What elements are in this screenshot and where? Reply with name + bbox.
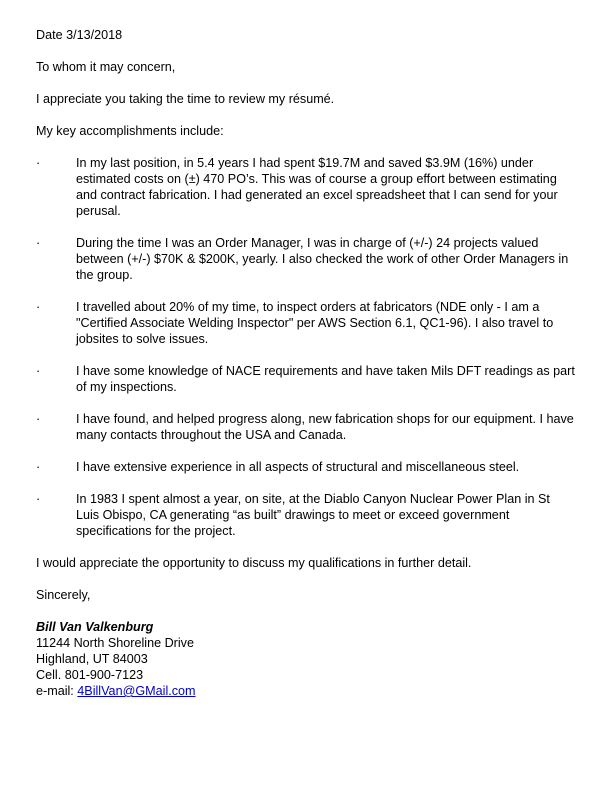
signature-block <box>36 619 576 699</box>
letter-date: Date 3/13/2018 <box>36 28 123 42</box>
email-label: e-mail: <box>36 684 78 698</box>
list-item-text: In my last position, in 5.4 years I had spent $19.7M and saved $3.9M (16%) under estimated costs on (±) 470 PO’s. This was of course a group effort between estimating and contract fabrication. I had generated an excel spreadsheet that I can send for your perusal. <box>76 156 558 218</box>
list-item <box>36 299 576 347</box>
address-line-2: Highland, UT 84003 <box>36 652 148 666</box>
closing-paragraph: I would appreciate the opportunity to discuss my qualifications in further detail. <box>36 556 472 570</box>
bullet-icon: · <box>36 364 41 378</box>
salutation: To whom it may concern, <box>36 60 176 74</box>
bullet-icon: · <box>36 236 41 250</box>
bullet-icon: · <box>36 460 41 474</box>
list-item-text: I have extensive experience in all aspects of structural and miscellaneous steel. <box>76 460 520 474</box>
cell-phone: Cell. 801-900-7123 <box>36 668 144 682</box>
list-item <box>36 235 576 283</box>
list-item-text: I have some knowledge of NACE requirements and have taken Mils DFT readings as part of my inspections. <box>76 364 575 394</box>
list-item-text: During the time I was an Order Manager, I was in charge of (+/-) 24 projects valued between (+/-) $70K & $200K, yearly. I also checked the work of other Order Managers in the group. <box>76 236 569 282</box>
bullet-icon: · <box>36 156 41 170</box>
letter-page <box>36 27 576 699</box>
list-item-text: I travelled about 20% of my time, to inspect orders at fabricators (NDE only - I am a "Certified Associate Welding Inspector" per AWS Section 6.1, QC1-96). I also travel to jobsites to solve issues. <box>76 300 554 346</box>
list-item <box>36 411 576 443</box>
list-item-text: I have found, and helped progress along, new fabrication shops for our equipment. I have many contacts throughout the USA and Canada. <box>76 412 574 442</box>
accomplishments-heading: My key accomplishments include: <box>36 124 224 138</box>
bullet-icon: · <box>36 300 41 314</box>
accomplishments-list <box>36 155 576 539</box>
signature-name: Bill Van Valkenburg <box>36 620 154 634</box>
email-link[interactable]: 4BillVan@GMail.com <box>77 684 196 698</box>
email-line <box>36 683 576 699</box>
address-line-1: 11244 North Shoreline Drive <box>36 636 194 650</box>
intro-paragraph: I appreciate you taking the time to review my résumé. <box>36 92 335 106</box>
bullet-icon: · <box>36 412 41 426</box>
list-item <box>36 491 576 539</box>
bullet-icon: · <box>36 492 41 506</box>
list-item-text: In 1983 I spent almost a year, on site, at the Diablo Canyon Nuclear Power Plan in St Luis Obispo, CA generating “as built” drawings to meet or exceed government specifications for the project. <box>76 492 550 538</box>
list-item <box>36 363 576 395</box>
sign-off: Sincerely, <box>36 588 91 602</box>
list-item <box>36 459 576 475</box>
list-item <box>36 155 576 219</box>
